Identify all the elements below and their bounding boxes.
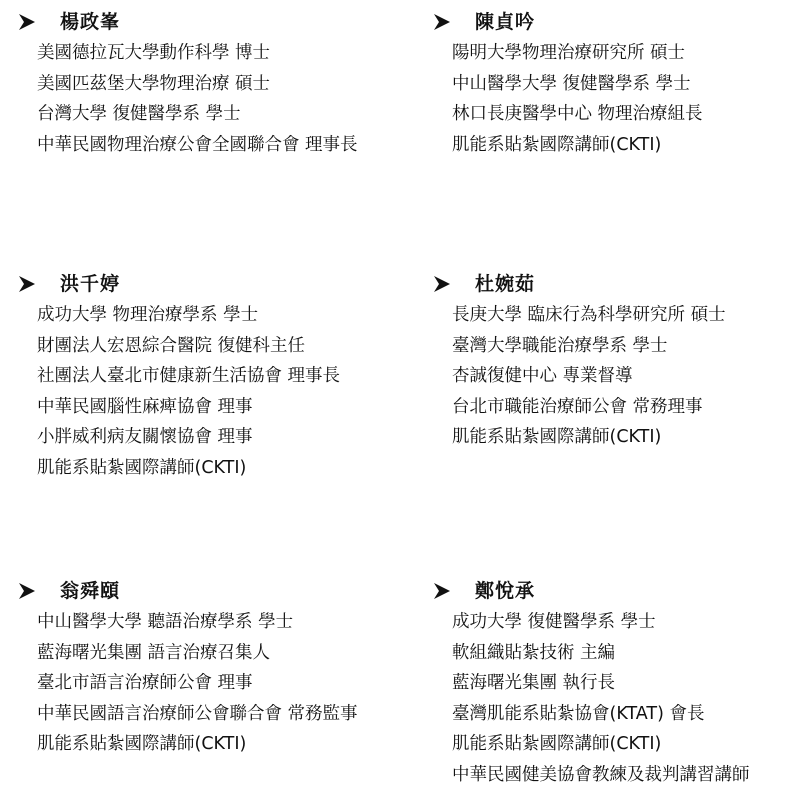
credential-item: 陽明大學物理治療研究所 碩士 xyxy=(452,43,686,63)
profile-header xyxy=(18,270,408,300)
profile-name: 洪千婷 xyxy=(60,273,121,295)
credential-item: 社團法人臺北市健康新生活協會 理事長 xyxy=(37,366,341,386)
profile-card xyxy=(433,8,805,160)
profile-card xyxy=(18,270,408,483)
profile-card xyxy=(433,577,805,790)
profile-header xyxy=(18,8,408,38)
profile-header xyxy=(433,8,805,38)
credential-item: 美國匹茲堡大學物理治療 碩士 xyxy=(37,73,271,94)
credential-item: 軟組織貼紮技術 主編 xyxy=(452,642,616,663)
credential-item: 中華民國腦性麻痺協會 理事 xyxy=(37,396,253,417)
credential-item: 台北市職能治療師公會 常務理事 xyxy=(452,396,703,417)
arrowhead-bullet-icon xyxy=(433,13,451,31)
credential-item: 成功大學 物理治療學系 學士 xyxy=(37,305,259,325)
arrowhead-bullet-icon xyxy=(18,582,36,600)
arrowhead-bullet-icon xyxy=(18,275,36,293)
credential-item: 臺北市語言治療師公會 理事 xyxy=(37,673,253,693)
profile-header xyxy=(433,577,805,607)
credential-item: 肌能系貼紮國際講師(CKTI) xyxy=(37,457,247,478)
credential-item: 財團法人宏恩綜合醫院 復健科主任 xyxy=(37,335,306,356)
credential-item: 林口長庚醫學中心 物理治療組長 xyxy=(452,104,703,124)
credential-list xyxy=(433,38,805,160)
arrowhead-bullet-icon xyxy=(433,275,451,293)
credential-item: 肌能系貼紮國際講師(CKTI) xyxy=(37,734,247,754)
credential-item: 肌能系貼紮國際講師(CKTI) xyxy=(452,427,662,447)
credential-list xyxy=(433,607,805,790)
profile-card xyxy=(18,577,408,760)
credential-item: 小胖威利病友關懷協會 理事 xyxy=(37,427,253,447)
credential-list xyxy=(433,300,805,453)
profile-name: 陳貞吟 xyxy=(475,11,536,33)
arrowhead-bullet-icon xyxy=(18,13,36,31)
credential-item: 中華民國健美協會教練及裁判講習講師 xyxy=(452,764,750,785)
credential-item: 藍海曙光集團 語言治療召集人 xyxy=(37,642,271,663)
credential-item: 肌能系貼紮國際講師(CKTI) xyxy=(452,734,662,754)
credential-list xyxy=(18,607,408,760)
profile-name: 楊政峯 xyxy=(60,11,121,33)
profile-card xyxy=(433,270,805,453)
credential-item: 肌能系貼紮國際講師(CKTI) xyxy=(452,134,662,155)
arrowhead-bullet-icon xyxy=(433,582,451,600)
profile-header xyxy=(18,577,408,607)
credential-item: 杏誠復健中心 專業督導 xyxy=(452,366,633,386)
credential-item: 藍海曙光集團 執行長 xyxy=(452,673,616,693)
credential-item: 成功大學 復健醫學系 學士 xyxy=(452,612,656,632)
credential-item: 台灣大學 復健醫學系 學士 xyxy=(37,104,241,124)
credential-item: 中山醫學大學 復健醫學系 學士 xyxy=(452,73,691,94)
credential-item: 中華民國語言治療師公會聯合會 常務監事 xyxy=(37,703,358,724)
profile-name: 鄭悅承 xyxy=(475,580,536,602)
profile-name: 翁舜頤 xyxy=(60,580,121,602)
credential-list xyxy=(18,300,408,483)
credential-item: 中華民國物理治療公會全國聯合會 理事長 xyxy=(37,134,358,155)
credential-item: 美國德拉瓦大學動作科學 博士 xyxy=(37,43,271,63)
credential-item: 中山醫學大學 聽語治療學系 學士 xyxy=(37,612,294,632)
credential-list xyxy=(18,38,408,160)
profile-name: 杜婉茹 xyxy=(475,273,536,295)
credential-item: 臺灣肌能系貼紮協會(KTAT) 會長 xyxy=(452,703,705,724)
credential-item: 臺灣大學職能治療學系 學士 xyxy=(452,335,668,356)
profile-card xyxy=(18,8,408,160)
credential-item: 長庚大學 臨床行為科學研究所 碩士 xyxy=(452,305,726,325)
profile-header xyxy=(433,270,805,300)
